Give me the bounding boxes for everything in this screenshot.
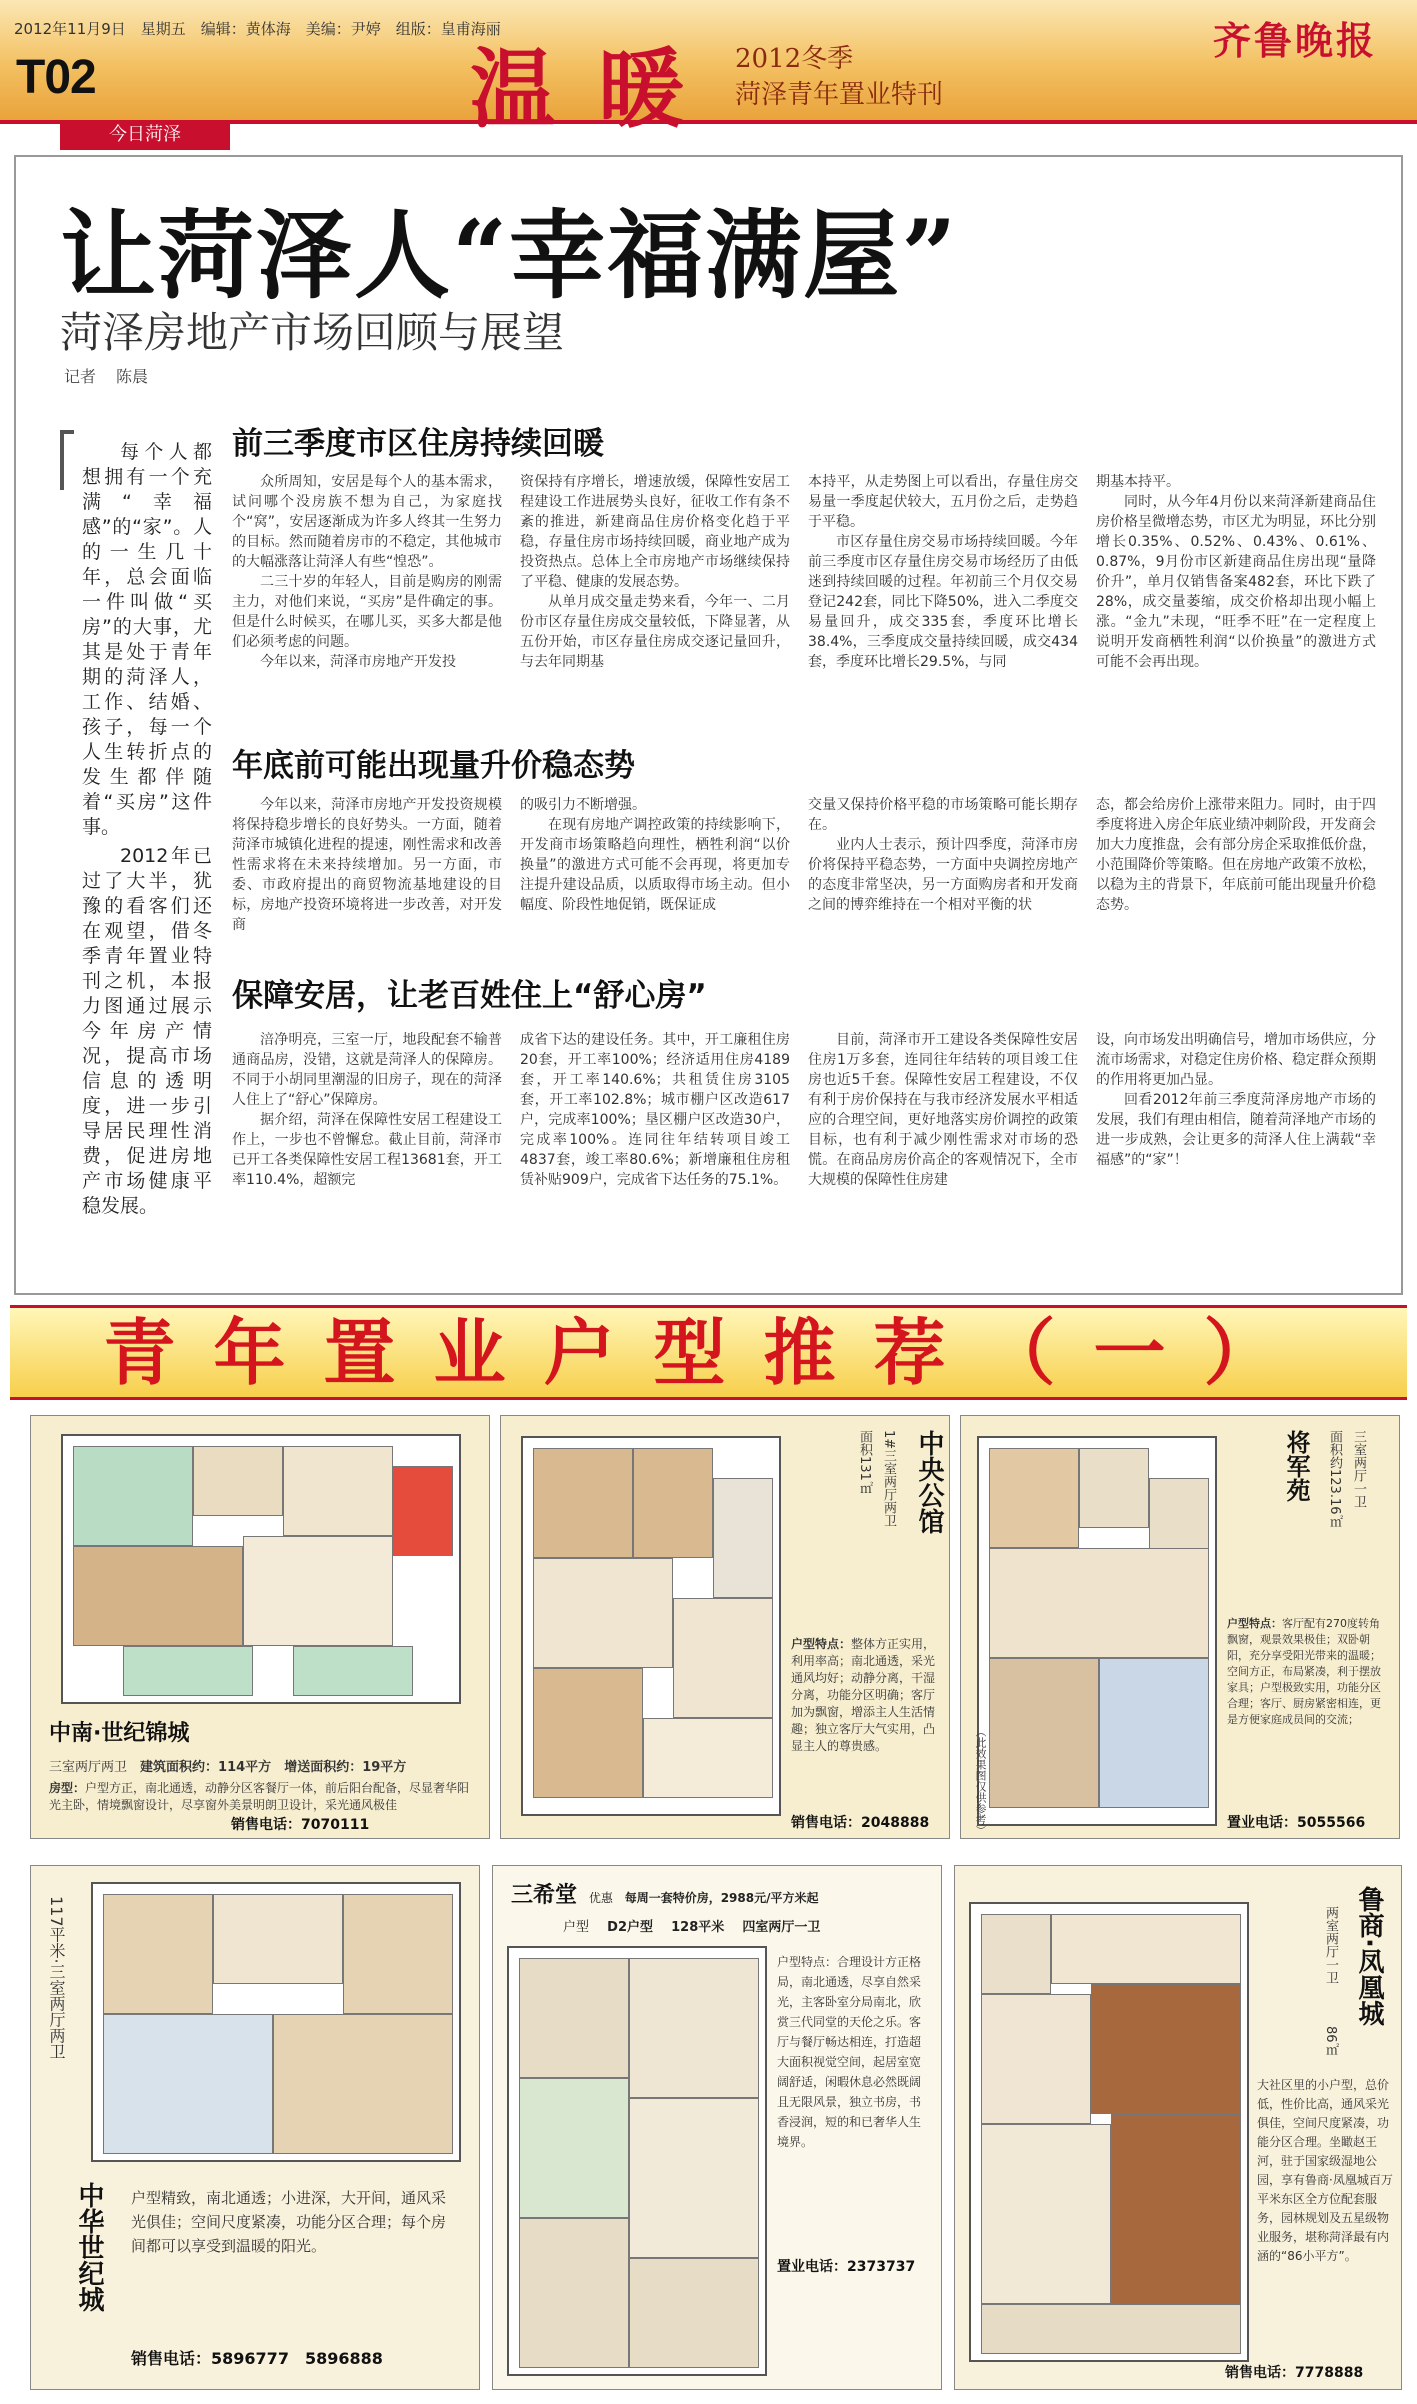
ad-banner [10, 1305, 1407, 1400]
listing-tel [231, 1814, 369, 1834]
room-block [519, 1958, 629, 2078]
listing-desc-label: 户型特点： [1227, 1617, 1282, 1630]
room-block [343, 1894, 453, 2014]
article-column [1096, 472, 1376, 672]
room-block [981, 2124, 1111, 2304]
room-block [1091, 1984, 1241, 2114]
room-block [519, 2218, 629, 2368]
paragraph: 今年以来，菏泽市房地产开发投资规模将保持稳步增长的良好势头。一方面，随着菏泽市城镇化进程的提速，刚性需求和改善性需求将在未来持续增加。另一方面，市委、市政府提出的商贸物流基地建设的目标，房地产投资环境将进一步改善，对开发商 [232, 797, 502, 933]
article-column [1096, 1030, 1376, 1170]
floor-plan [91, 1882, 461, 2162]
listing-spec: 三室两厅一卫 [1351, 1430, 1366, 1508]
tel-label: 销售电话： [1225, 2365, 1295, 2381]
special-subtitle: 菏泽青年置业特刊 [735, 80, 944, 110]
room-block [673, 1598, 773, 1718]
issue-meta: 2012年11月9日 星期五 编辑：黄体海 美编：尹婷 组版：皇甫海丽 [14, 20, 501, 38]
byline-label: 记者 [64, 367, 97, 386]
paragraph: 设，向市场发出明确信号，增加市场供应，分流市场需求，对稳定住房价格、稳定群众预期的作用将更加凸显。 [1096, 1032, 1376, 1088]
listing-area: 128平米 [671, 1920, 725, 1935]
listing-card[interactable] [30, 1865, 480, 2390]
sidebar-intro [82, 440, 212, 1223]
tel-number[interactable]: 7070111 [301, 1817, 370, 1833]
byline-name: 陈晨 [116, 367, 149, 386]
tel-label: 销售电话： [131, 2349, 212, 2368]
listing-header-line [511, 1878, 931, 1909]
paragraph: 资保持有序增长，增速放缓，保障性安居工程建设工作进展势头良好，征收工作有条不紊的推进，新建商品住房价格变化趋于平稳，存量住房市场持续回暖，商业地产成为投资热点。总体上全市房地产市场继续保持了平稳、健康的发展态势。 [520, 474, 790, 590]
listing-tel [1225, 2362, 1363, 2382]
paragraph: 期基本持平。 [1096, 474, 1180, 490]
listing-desc: 户型方正，南北通透，动静分区客餐厅一体，前后阳台配备，尽显奢华阳光主卧，情境飘窗设计，尽享窗外美景明朗卫设计，采光通风极佳 [49, 1781, 470, 1812]
special-title: 温暖 [470, 39, 726, 140]
room-block [123, 1646, 253, 1696]
listing-desc: 整体方正实用，利用率高；南北通透，采光通风均好；动静分离，干湿分离，功能分区明确；客厅加为飘窗，增添主人生活情趣；独立客厅大气实用，凸显主人的尊贵感。 [791, 1637, 936, 1753]
room-block [981, 1994, 1091, 2124]
room-block [629, 2098, 759, 2258]
article-column [520, 472, 790, 672]
newspaper-logo: 齐鲁晚报 [1212, 18, 1377, 63]
room-block [273, 2014, 453, 2154]
listing-area: 面积约123.16㎡ [1327, 1430, 1342, 1528]
headline: 让菏泽人“幸福满屋” [60, 199, 959, 312]
listing-desc: 大社区里的小户型，总价低，性价比高，通风采光俱佳，空间尺度紧凑，功能分区合理。坐瞰赵王河，驻于国家级湿地公园，享有鲁商·凤凰城百万平米东区全方位配套服务，园林规划及五星级物业服务，堪称菏泽最有内涵的“86小平方”。 [1257, 2078, 1393, 2263]
listing-tel [791, 1812, 929, 1832]
paragraph: 业内人士表示，预计四季度，菏泽市房价将保持平稳态势，一方面中央调控房地产的态度非常坚决，另一方面购房者和开发商之间的博弈维持在一个相对平衡的状 [808, 837, 1078, 913]
listing-spec: 四室两厅一卫 [742, 1920, 821, 1935]
promo-text: 每周一套特价房，2988元/平方米起 [624, 1891, 819, 1905]
listing-type-line [563, 1916, 820, 1935]
listing-area: 面积131㎡ [857, 1430, 872, 1494]
listing-desc: 户型特点：合理设计方正格局，南北通透，尽享自然采光，主客卧室分局南北，欣赏三代同堂的天伦之乐。客厅与餐厅畅达相连，打造超大面积视觉空间，起居室宽阔舒适，闲暇休息必然既阔且无限风景，独立书房，书香浸润，短的和已奢华人生境界。 [777, 1955, 922, 2149]
floor-plan [61, 1434, 461, 1704]
page-number: T02 [16, 51, 96, 104]
listing-note: （此效果图仅供参考） [974, 1726, 987, 1836]
listing-spec-line [49, 1758, 479, 1777]
room-block [629, 2258, 759, 2368]
room-block [193, 1446, 283, 1516]
tel-number[interactable]: 2373737 [847, 2259, 916, 2275]
listing-bonus: 增送面积约：19平方 [284, 1760, 407, 1775]
listing-desc-label: 户型特点： [791, 1637, 852, 1651]
listing-name: 中华世纪城 [74, 2182, 104, 2312]
section-tab: 今日菏泽 [60, 120, 230, 150]
room-block [981, 2304, 1241, 2354]
room-block [393, 1466, 453, 1556]
paragraph: 回看2012年前三季度菏泽房地产市场的发展，我们有理由相信，随着菏泽地产市场的进一步成熟，会让更多的菏泽人住上满载“幸福感”的“家”！ [1096, 1092, 1376, 1168]
room-block [73, 1546, 243, 1646]
listing-card[interactable] [500, 1415, 950, 1839]
listing-card[interactable] [960, 1415, 1400, 1839]
listing-desc-label: 房型： [49, 1781, 86, 1795]
room-block [1099, 1658, 1209, 1808]
listing-desc: 户型精致，南北通透；小进深，大开间，通风采光俱佳；空间尺度紧凑，功能分区合理；每个房间都可以享受到温暖的阳光。 [131, 2189, 447, 2255]
paragraph: 据介绍，菏泽在保障性安居工程建设工作上，一步也不曾懈怠。截止目前，菏泽市已开工各类保障性安居工程13681套，开工率110.4%，超额完 [232, 1112, 502, 1188]
listing-name: 三希堂 [511, 1883, 578, 1908]
article-column [808, 1030, 1078, 1190]
listing-desc-block [791, 1636, 941, 1755]
room-block [643, 1718, 773, 1798]
listing-card[interactable] [30, 1415, 490, 1839]
paragraph: 同时，从今年4月份以来菏泽新建商品住房价格呈微增态势，市区尤为明显，环比分别增长0.35%、0.52%、0.43%、0.61%、0.87%，9月份市区新建商品住房出现“量降价升”，单月仅销售备案482套，环比下跌了28%，成交量萎缩，成交价格却出现小幅上涨。“金九”未现，“旺季不旺”在一定程度上说明开发商栖牲利润“以价换量”的激进方式可能不会再出现。 [1096, 494, 1376, 670]
type-name: D2户型 [607, 1920, 653, 1935]
paragraph: 从单月成交量走势来看，今年一、二月份市区存量住房成交量较低，下降显著，从五份开始，市区存量住房成交逐记量回升，与去年同期基 [520, 594, 790, 670]
article-column [808, 795, 1078, 915]
type-label: 户型 [563, 1920, 590, 1935]
article-column [232, 472, 502, 672]
subheadline: 菏泽房地产市场回顾与展望 [60, 308, 565, 357]
article-column [232, 1030, 502, 1190]
room-block [243, 1536, 393, 1646]
room-block [633, 1448, 713, 1558]
listing-area: 86㎡ [1323, 2026, 1338, 2056]
listing-spec: 1#三室两厅两卫 [881, 1430, 896, 1528]
paragraph: 态，都会给房价上涨带来阻力。同时，由于四季度将进入房企年底业绩冲刺阶段，开发商会加大力度推盘，会有部分房企采取推低价盘，小范围降价等策略。但在房地产政策不放松，以稳为主的背景下，年底前可能出现量升价稳态势。 [1096, 797, 1376, 913]
room-block [1111, 2114, 1241, 2304]
article-column [520, 1030, 790, 1190]
sidebar-paragraph: 2012年已过了大半，犹豫的看客们还在观望，借冬季青年置业特刊之机，本报力图通过展示今年房产情况，提高市场信息的透明度，进一步引导居民理性消费，促进房地产市场健康平稳发展。 [82, 845, 212, 1217]
sidebar-paragraph: 每个人都想拥有一个充满“幸福感”的“家”。人的一生几十年，总会面临一件叫做“买房”的大事，尤其是处于青年期的菏泽人，工作、结婚、孩子，每一个人生转折点的发生都伴随着“买房”这件事。 [82, 441, 212, 838]
room-block [533, 1558, 673, 1668]
listing-desc-block [1227, 1616, 1387, 1728]
room-block [283, 1446, 393, 1536]
room-block [103, 2014, 273, 2154]
floor-plan [969, 1902, 1249, 2362]
paragraph: 交量又保持价格平稳的市场策略可能长期存在。 [808, 797, 1078, 833]
room-block [981, 1914, 1051, 1994]
tel-label: 置业电话： [1227, 1815, 1297, 1831]
special-year: 2012冬季 [735, 44, 854, 74]
section-title: 保障安居，让老百姓住上“舒心房” [232, 978, 707, 1014]
room-block [989, 1548, 1209, 1658]
room-block [713, 1478, 773, 1598]
paragraph: 成省下达的建设任务。其中，开工廉租住房20套，开工率100%；经济适用住房4189套，开工率140.6%；共租赁住房3105套，开工率102.8%；城市棚户区改造617户，完成率100%；垦区棚户区改造30户，完成率100%。连同往年结转项目竣工4837套，竣工率80.6%；新增廉租住房租赁补贴909户，完成省下达任务的75.1%。 [520, 1032, 790, 1188]
floor-plan [507, 1946, 767, 2376]
paragraph: 本持平，从走势图上可以看出，存量住房交易量一季度起伏较大，五月份之后，走势趋于平稳。 [808, 474, 1078, 530]
paragraph: 今年以来，菏泽市房地产开发投 [260, 654, 456, 670]
paragraph: 涪净明亮，三室一厅，地段配套不输普通商品房，没错，这就是菏泽人的保障房。不同于小胡同里潮湿的旧房子，现在的菏泽人住上了“舒心”保障房。 [232, 1032, 502, 1108]
article-column [1096, 795, 1376, 915]
listing-name: 鲁商·凤凰城 [1354, 1886, 1384, 2026]
listing-area: 建筑面积约：114平方 [140, 1760, 272, 1775]
sidebar-bracket [60, 430, 74, 490]
room-block [1051, 1914, 1241, 1984]
floor-plan [977, 1436, 1217, 1826]
room-block [103, 1894, 213, 2014]
article-column [232, 795, 502, 935]
article-column [808, 472, 1078, 672]
listing-tel [777, 2256, 915, 2276]
room-block [533, 1448, 633, 1558]
room-block [989, 1448, 1079, 1548]
room-block [73, 1446, 193, 1546]
listing-card[interactable] [492, 1865, 942, 2390]
paragraph: 众所周知，安居是每个人的基本需求，试问哪个没房族不想为自己，为家庭找个“窝”，安居逐渐成为许多人终其一生努力的目标。然而随着房市的不稳定，其他城市的大幅涨落让菏泽人有些“惶恐”。 [232, 474, 502, 570]
tel-label: 销售电话： [231, 1817, 301, 1833]
tel-label: 销售电话： [791, 1815, 861, 1831]
room-block [293, 1646, 413, 1696]
tel-number[interactable]: 5055566 [1297, 1815, 1366, 1831]
section-title: 年底前可能出现量升价稳态势 [232, 748, 635, 784]
listing-name: 将军苑 [1282, 1430, 1310, 1502]
floor-plan [521, 1436, 781, 1816]
room-block [519, 2078, 629, 2218]
listing-spec: 三室两厅两卫 [49, 1760, 128, 1775]
tel-number[interactable]: 2048888 [861, 1815, 930, 1831]
room-block [213, 1894, 343, 1984]
tel-label: 置业电话： [777, 2259, 847, 2275]
room-block [533, 1668, 643, 1798]
paragraph: 目前，菏泽市开工建设各类保障性安居住房1万多套，连同往年结转的项目竣工住房也近5千套。保障性安居工程建设，不仅有利于房价保持在与我市经济发展水平相适应的合理空间，更好地落实房价调控的政策目标，也有利于减少刚性需求对市场的恐慌。在商品房房价高企的客观情况下，全市大规模的保障性住房建 [808, 1032, 1078, 1188]
listing-tel [1227, 1812, 1365, 1832]
listing-spec: 两室两厅一卫 [1323, 1906, 1338, 1984]
room-block [989, 1658, 1099, 1808]
paragraph: 市区存量住房交易市场持续回暖。今年前三季度市区存量住房交易市场经历了由低迷到持续回暖的过程。年初前三个月仅交易登记242套，同比下降50%，进入二季度交易量回升，成交335套，季度环比增长38.4%，三季度成交量持续回暖，成交434套，季度环比增长29.5%，与同 [808, 534, 1078, 670]
listing-desc-block [49, 1780, 479, 1814]
promo-label: 优惠 [588, 1891, 613, 1905]
tel-number[interactable]: 5896777 5896888 [211, 2349, 383, 2368]
paragraph: 的吸引力不断增强。 [520, 797, 646, 813]
section-title: 前三季度市区住房持续回暖 [232, 426, 604, 462]
listing-spec: 117平米·三室两厅两卫 [47, 1896, 66, 2060]
listing-tel [131, 2346, 383, 2369]
byline [64, 364, 168, 387]
listing-name: 中南·世纪锦城 [49, 1721, 190, 1746]
ad-banner-title: 青年置业户型推荐（一） [103, 1311, 1314, 1395]
room-block [629, 1958, 759, 2098]
tel-number[interactable]: 7778888 [1295, 2365, 1364, 2381]
listing-card[interactable] [954, 1865, 1402, 2390]
paragraph: 二三十岁的年轻人，目前是购房的刚需主力，对他们来说，“买房”是件确定的事。但是什么时候买，在哪儿买，买多大都是他们必须考虑的问题。 [232, 574, 502, 650]
paragraph: 在现有房地产调控政策的持续影响下，开发商市场策略趋向理性，栖牲利润“以价换量”的激进方式可能不会再现，将更加专注提升建设品质，以质取得市场主动。但小幅度、阶段性地促销，既保证成 [520, 817, 790, 913]
room-block [1079, 1448, 1149, 1528]
listing-desc: 客厅配有270度转角飘窗，观景效果极佳；双卧朝阳，充分享受阳光带来的温暖；空间方正，布局紧凑，利于摆放家具；户型极致实用，功能分区合理；客厅、厨房紧密相连，更是方便家庭成员间的交流； [1227, 1617, 1381, 1726]
listing-name: 中央公馆 [914, 1430, 944, 1534]
article-column [520, 795, 790, 915]
